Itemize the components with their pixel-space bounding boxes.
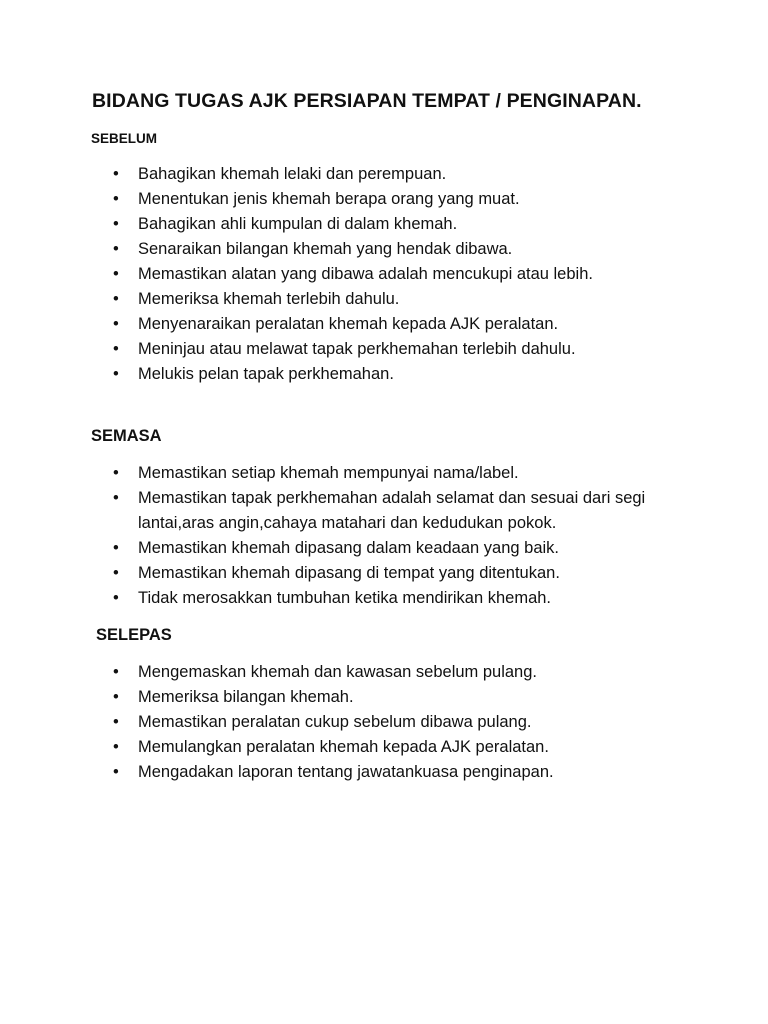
list-item-text: Mengadakan laporan tentang jawatankuasa penginapan. xyxy=(138,763,554,781)
bullet-icon: • xyxy=(113,290,119,308)
list-item xyxy=(110,187,670,212)
list-item-text: Memastikan setiap khemah mempunyai nama/label. xyxy=(138,464,519,482)
bullet-icon: • xyxy=(113,713,119,731)
list-item-text: Memastikan khemah dipasang di tempat yang ditentukan. xyxy=(138,564,560,582)
list-item xyxy=(110,586,670,611)
list-item xyxy=(110,735,670,760)
bullet-icon: • xyxy=(113,564,119,582)
list-item xyxy=(110,710,670,735)
list-item-text: Mengemaskan khemah dan kawasan sebelum pulang. xyxy=(138,663,537,681)
bullet-icon: • xyxy=(113,539,119,557)
bullet-icon: • xyxy=(113,340,119,358)
bullet-icon: • xyxy=(113,589,119,607)
bullet-icon: • xyxy=(113,165,119,183)
bullet-icon: • xyxy=(113,265,119,283)
bullet-icon: • xyxy=(113,190,119,208)
list-item xyxy=(110,362,670,387)
list-semasa xyxy=(110,461,670,611)
list-item xyxy=(110,237,670,262)
list-item xyxy=(110,312,670,337)
list-item-text: Bahagikan ahli kumpulan di dalam khemah. xyxy=(138,215,458,233)
list-item-text: Meninjau atau melawat tapak perkhemahan terlebih dahulu. xyxy=(138,340,576,358)
bullet-icon: • xyxy=(113,365,119,383)
list-selepas xyxy=(110,660,670,785)
list-item-text: Bahagikan khemah lelaki dan perempuan. xyxy=(138,165,447,183)
list-item xyxy=(110,287,670,312)
list-item xyxy=(110,337,670,362)
list-item-text: Senaraikan bilangan khemah yang hendak dibawa. xyxy=(138,240,513,258)
bullet-icon: • xyxy=(113,315,119,333)
list-item xyxy=(110,760,670,785)
bullet-icon: • xyxy=(113,738,119,756)
bullet-icon: • xyxy=(113,688,119,706)
bullet-icon: • xyxy=(113,215,119,233)
list-item-text: Menentukan jenis khemah berapa orang yang muat. xyxy=(138,190,520,208)
list-item-text: Tidak merosakkan tumbuhan ketika mendirikan khemah. xyxy=(138,589,552,607)
list-item xyxy=(110,262,670,287)
bullet-icon: • xyxy=(113,464,119,482)
list-item-text: Memastikan khemah dipasang dalam keadaan yang baik. xyxy=(138,539,560,557)
list-item-text: Memastikan alatan yang dibawa adalah mencukupi atau lebih. xyxy=(138,265,593,283)
list-item-text: Memastikan peralatan cukup sebelum dibawa pulang. xyxy=(138,713,532,731)
list-item-text: Memeriksa khemah terlebih dahulu. xyxy=(138,290,400,308)
list-item-text: Memeriksa bilangan khemah. xyxy=(138,688,354,706)
heading-semasa: SEMASA xyxy=(91,427,162,445)
heading-sebelum: SEBELUM xyxy=(91,131,158,146)
list-sebelum xyxy=(110,162,670,387)
list-item-text: Memulangkan peralatan khemah kepada AJK peralatan. xyxy=(138,738,549,756)
heading-selepas: SELEPAS xyxy=(96,626,172,644)
list-item xyxy=(110,461,670,486)
list-item xyxy=(110,685,670,710)
list-item xyxy=(110,486,670,536)
list-item-text: Memastikan tapak perkhemahan adalah selamat dan sesuai dari segi lantai,aras angin,cahaya matahari dan kedudukan pokok. xyxy=(138,489,646,532)
bullet-icon: • xyxy=(113,489,119,507)
list-item-text: Melukis pelan tapak perkhemahan. xyxy=(138,365,394,383)
list-item xyxy=(110,162,670,187)
list-item xyxy=(110,561,670,586)
list-item xyxy=(110,660,670,685)
bullet-icon: • xyxy=(113,240,119,258)
bullet-icon: • xyxy=(113,663,119,681)
list-item xyxy=(110,536,670,561)
list-item-text: Menyenaraikan peralatan khemah kepada AJK peralatan. xyxy=(138,315,559,333)
document-title: BIDANG TUGAS AJK PERSIAPAN TEMPAT / PENGINAPAN. xyxy=(92,90,642,112)
bullet-icon: • xyxy=(113,763,119,781)
list-item xyxy=(110,212,670,237)
